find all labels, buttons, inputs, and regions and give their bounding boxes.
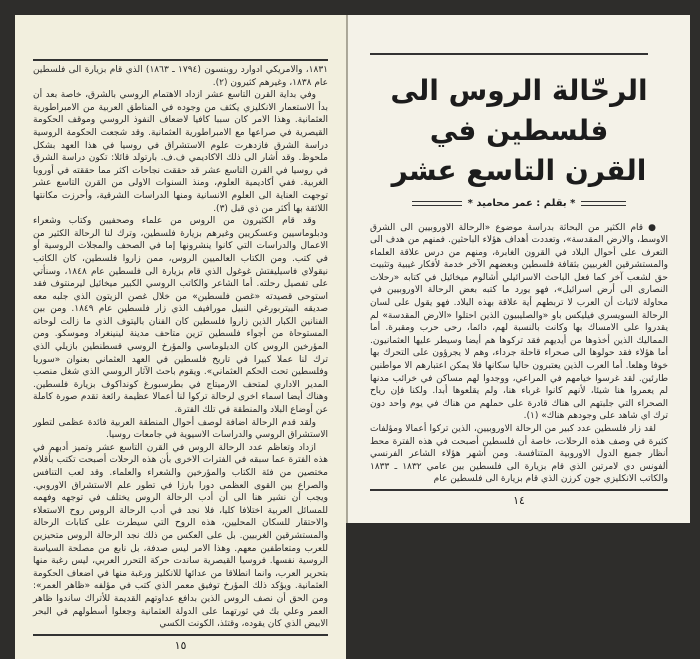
top-rule: [33, 59, 328, 61]
paragraph: ولقد قدم الرحالة اضافة لوصف أحوال المنطقة العربية فائدة عظمى لتطور الاستشراق الروسي والدراسات الاسيوية في جامعات روسيا.: [33, 417, 328, 441]
bottom-rule: [33, 634, 328, 636]
title-line-1: الرحّالة الروس الى فلسطين في: [390, 73, 648, 147]
byline: [410, 197, 628, 211]
bottom-rule: [370, 489, 668, 491]
divider: [412, 201, 462, 206]
left-page: [15, 15, 346, 659]
right-page: [348, 15, 690, 523]
left-page-body: [33, 64, 328, 631]
page-number: ١٤: [513, 493, 525, 507]
divider: [581, 201, 626, 206]
article-title: [370, 71, 668, 191]
paragraph: وفي بداية القرن التاسع عشر ازداد الاهتمام الروسي بالشرق، خاصة بعد أن بدأ الاستعمار الانكليزي يكثف من وجوده في المناطق العربية من الامبراطورية العثمانية. وهذا الامر كان سببا كافيا لاضعاف النفوذ الروسي وموقف الحكومة القيصرية في صراعها مع الامبراطورية العثمانية. وقد شجعت الحكومة الروسية دراسة الشرق فازدهرت علوم الاستشراق في روسيا في هذا العهد بشكل ملحوظ. وقد أشار الى ذلك الاكاديمي ف.ف. بارتولد قائلا: تكون دراسة الشرق في روسيا في القرن التاسع عشر قد حققت نجاحات اكثر مما حققته في أوروبا الغربية. ففي أكاديمية العلوم، ومنذ السنوات الاولى من القرن التاسع عشر توجهت العناية الى العلوم الانسانية ومنها الدراسات الشرقية، وأحرزت مكانتها اللائقة بها أكثر من ذي قبل (٣).: [33, 90, 328, 214]
right-page-body: [370, 222, 668, 486]
title-line-2: القرن التاسع عشر: [391, 153, 647, 187]
paragraph: وقد قام الكثيرون من الروس من علماء وصحفيين وكتاب وشعراء ودبلوماسيين وعسكريين وغيرهم بزيارة فلسطين، وترك لنا الرحالة الكثير من الاعمال والدراسات التي كانوا ينشرونها إما في الصحف والمجلات الروسية أو في كتب. ومن الكتاب العالميين الروس، ممن زاروا فلسطين، كان الكاتب نيقولاي فاسيليفتش غوغول الذي قام بزيارة الى فلسطين عام ١٨٤٨، وسنأتي على تفصيل رحلته. أما الشاعر والكاتب الروسي الكبير ميخائيل ليرمنتوف فقد استوحى قصيدته «غصن فلسطين» من خلال غصن الزيتون الذي جلبه معه صديقه البيتربورغي النبيل مورافيف الذي زار فلسطين عام ١٨٤٩. ومن بين الفنانين الكبار الذين زاروا فلسطين كان الفنان باليتوف الذي ما زالت لوحاته المستوحاة من أجواء فلسطين تزين متاحف مدينة لينينغراد وموسكو. ومن المؤرخين الروس كان الدبلوماسي والمؤرخ الروسي قسطنطين بازيلي الذي ترك لنا عملا كبيرا في تاريخ فلسطين في العهد العثماني بعنوان «سوريا وفلسطين تحت الحكم العثماني». ويقوم باحث الآثار الروسي الذي شغل منصب المدير الاداري لمتحف الارميتاج في بطرسبورغ كونداكوف بزيارة فلسطين. وهناك أيضا اسماء اخرى لرحالة تركوا لنا أعمالا عظيمة رائعة تقدم صورة كاملة عن أوضاع البلاد والمنطقة في تلك الفترة.: [33, 216, 328, 416]
paragraph: ١٨٣١، والامريكي ادوارد روبنسون (١٧٩٤ ـ ١٨٦٣) الذي قام بزيارة الى فلسطين عام ١٨٣٨، وغيرهم كثيرون (٢).: [33, 65, 328, 88]
paragraph: لقد زار فلسطين عدد كبير من الرحالة الاوروبيين، الذين تركوا أعمالا ومؤلفات كثيرة في وصف هذه الرحلات، خاصة أن فلسطين أصبحت في هذه الفترة محط أنظار جميع الدول الاوروبية المتنافسة. ومن أشهر هؤلاء الشاعر الفرنسي ألفونس دي لامرتين الذي قام بزيارة الى فلسطين بين عامي ١٨٣٢ ـ ١٨٣٣ والكاتب الانكليزي جون كرزن الذي قام بزيارة الى فلسطين عام: [370, 424, 669, 485]
paragraph: ● قام الكثير من البحاثة بدراسة موضوع «الرحالة الاوروبيين الى الشرق الاوسط، والارض المقدسة»، وتعددت أهداف هؤلاء الباحثين. فمنهم من هدف الى التعرف على أحوال البلاد في القرون الغابرة، ومنهم من درس علاقة العلماء والمستشرقين الغربيين بثقافة فلسطين وبعضهم الآخر خدمة لأفكار غيبية وتثبيت حق لشعب آخر كما فعل الباحث الاسرائيلي أشالوم ميخائيل في كتابه «رحلات النصارى الى أرض اسرائيل»، فهو يورد ما كتبه بعض الرحالة الاوروبيين في محاولة لاثبات أن العرب لا تربطهم أية علاقة بهذه البلاد. فهو يقول على لسان الرحالة السويسري فيليكس باو «والصليبيون الذين احتلوا «الارض المقدسة» لم يقدروا على الامساك بها وكانت بالنسبة لهم، دائما، رحى حرب ومقبرة. أما المماليك الذين أخذوها من أيديهم فقد تركوها هم أيضا وسيطر عليها العثمانيون. أما هؤلاء فقد حولوها الى صحراء قاحلة جرداء، وهم لا يجرؤون على التحرك بها خوفا وهلعا. أما العرب الذين يعتبرون حاليا سكانها فلا يمكن اعتبارهم الا مواطنين طارئين. لقد غرسوا خيامهم في المراعي، ووجدوا لهم مساكن في خرائب مدنها لم يعمروا هنا شيئا، لأنهم كانوا غرباء هنا، ولم يقلعوها أبدا. ولكنا فإن رياح الصحراء التي جلبتهم الى هناك قادرة على حملهم من هناك في يوم واحد دون ترك اي شاهد على وجودهم هناك» (١).: [370, 222, 668, 422]
paragraph: ازداد وتعاظم عدد الرحالة الروس في القرن التاسع عشر وتميز أدبهم في هذه الفترة عما سبقه في الفترات الاخرى بأن هذه الرحلات أصبحت تكتب بأقلام مختصين من فئة الكتاب والمؤرخين والشعراء والعلماء. وقد لعب التنافس والصراع بين القوى العظمى دورا بارزا في تطور علم الاستشراق الاوروبي. ويجب أن نشير هنا الى أن أدب الرحالة الروس يختلف في توجهه وفهمه للمسائل العربية اختلافا كليا، فلا نجد في أدب الرحالة الروس روح الاستعلاء والاحتقار للسكان المحليين، هذه الروح التي سيطرت على كتابات الرحالة والمستشرقين الغربيين. بل على العكس من ذلك نجد الرحالة الروس متحيزين للعرب ومتعاطفين معهم. وهذا الامر ليس صدفة، بل نابع من مصلحة السياسة الروسية نفسها. فروسيا القيصرية ساندت حركة التحرر العربي، ليس رغبة منها بتحرير العرب، وانما انطلاقا من عدائها للانكليز ورغبة منها في اضعاف الحكومة العثمانية. ويؤكد ذلك المؤرخ توفيق معمر الذي كتب في مؤلفه «ظاهر العمر»: ومن الحق أن نصف الروس الذين بدافع عداوتهم القديمة للأتراك ساندوا ظاهر العمر وعلي بك في ثورتهما على الدولة العثمانية وجعلوا أسطولهم في البحر الابيض الذي كان يقوده، وقتئذ، الكونت الكسي: [33, 442, 328, 630]
author-name: * بقلم : عمر محاميد *: [467, 197, 576, 209]
page-number: ١٥: [174, 638, 187, 652]
top-rule: [370, 53, 648, 55]
